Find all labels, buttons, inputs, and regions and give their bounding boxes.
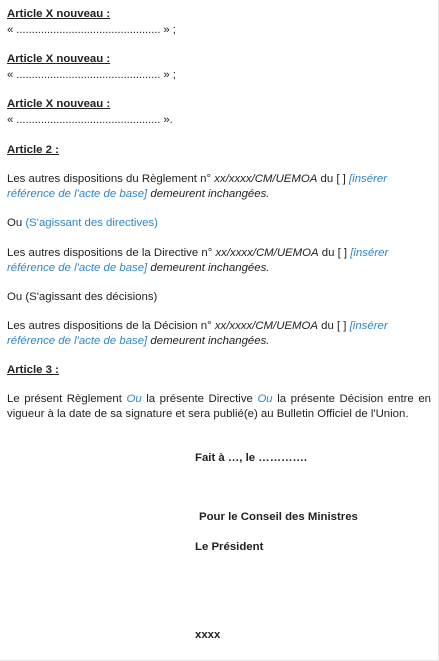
article-2-reglement-paragraph: Les autres dispositions du Règlement n° xx/xxxx/CM/UEMOA du [ ] [insérer référence de l'acte de base] demeurent inchangées.: [7, 173, 387, 200]
article-2-decision-paragraph: Les autres dispositions de la Décision n° xx/xxxx/CM/UEMOA du [ ] [insérer référence de l'acte de base] demeurent inchangées.: [7, 320, 388, 347]
fait-a-line: Fait à …, le ………….: [195, 452, 308, 464]
article-2-directive-paragraph: Les autres dispositions de la Directive n° xx/xxxx/CM/UEMOA du [ ] [insérer référence de l'acte de base] demeurent inchangées.: [7, 247, 389, 274]
article-3-heading: Article 3 :: [7, 364, 59, 376]
pour-le-conseil: Pour le Conseil des Ministres: [199, 511, 358, 523]
insert-reference-placeholder: [insérer référence de l'acte de base]: [7, 320, 388, 347]
directive-ref: xx/xxxx/CM/UEMOA: [215, 247, 319, 259]
reglement-ref: xx/xxxx/CM/UEMOA: [214, 173, 318, 185]
article-x-quote-3: « ............................................... ».: [7, 114, 173, 126]
article-3-paragraph: Le présent Règlement Ou la présente Directive Ou la présente Décision entre en vigueur à la date de sa signature et sera publié(e) au Bulletin Officiel de l'Union.: [7, 393, 431, 420]
article-x-heading-3: Article X nouveau :: [7, 98, 111, 110]
directives-parenthetical: (S'agissant des directives): [25, 217, 158, 229]
article-x-heading-1: Article X nouveau :: [7, 8, 111, 20]
ou-option-1: Ou: [126, 393, 142, 405]
decision-ref: xx/xxxx/CM/UEMOA: [214, 320, 318, 332]
signatory-name: xxxx: [195, 629, 221, 641]
le-president: Le Président: [195, 541, 264, 553]
ou-decisions-line: Ou (S'agissant des décisions): [7, 291, 158, 303]
article-x-quote-2: « ............................................... » ;: [7, 69, 176, 81]
article-x-quote-1: « ............................................... » ;: [7, 24, 176, 36]
article-x-heading-2: Article X nouveau :: [7, 53, 111, 65]
ou-option-2: Ou: [257, 393, 273, 405]
ou-directives-line: Ou (S'agissant des directives): [7, 217, 158, 229]
insert-reference-placeholder: [insérer référence de l'acte de base]: [7, 173, 387, 200]
article-2-heading: Article 2 :: [7, 144, 59, 156]
insert-reference-placeholder: [insérer référence de l'acte de base]: [7, 247, 389, 274]
